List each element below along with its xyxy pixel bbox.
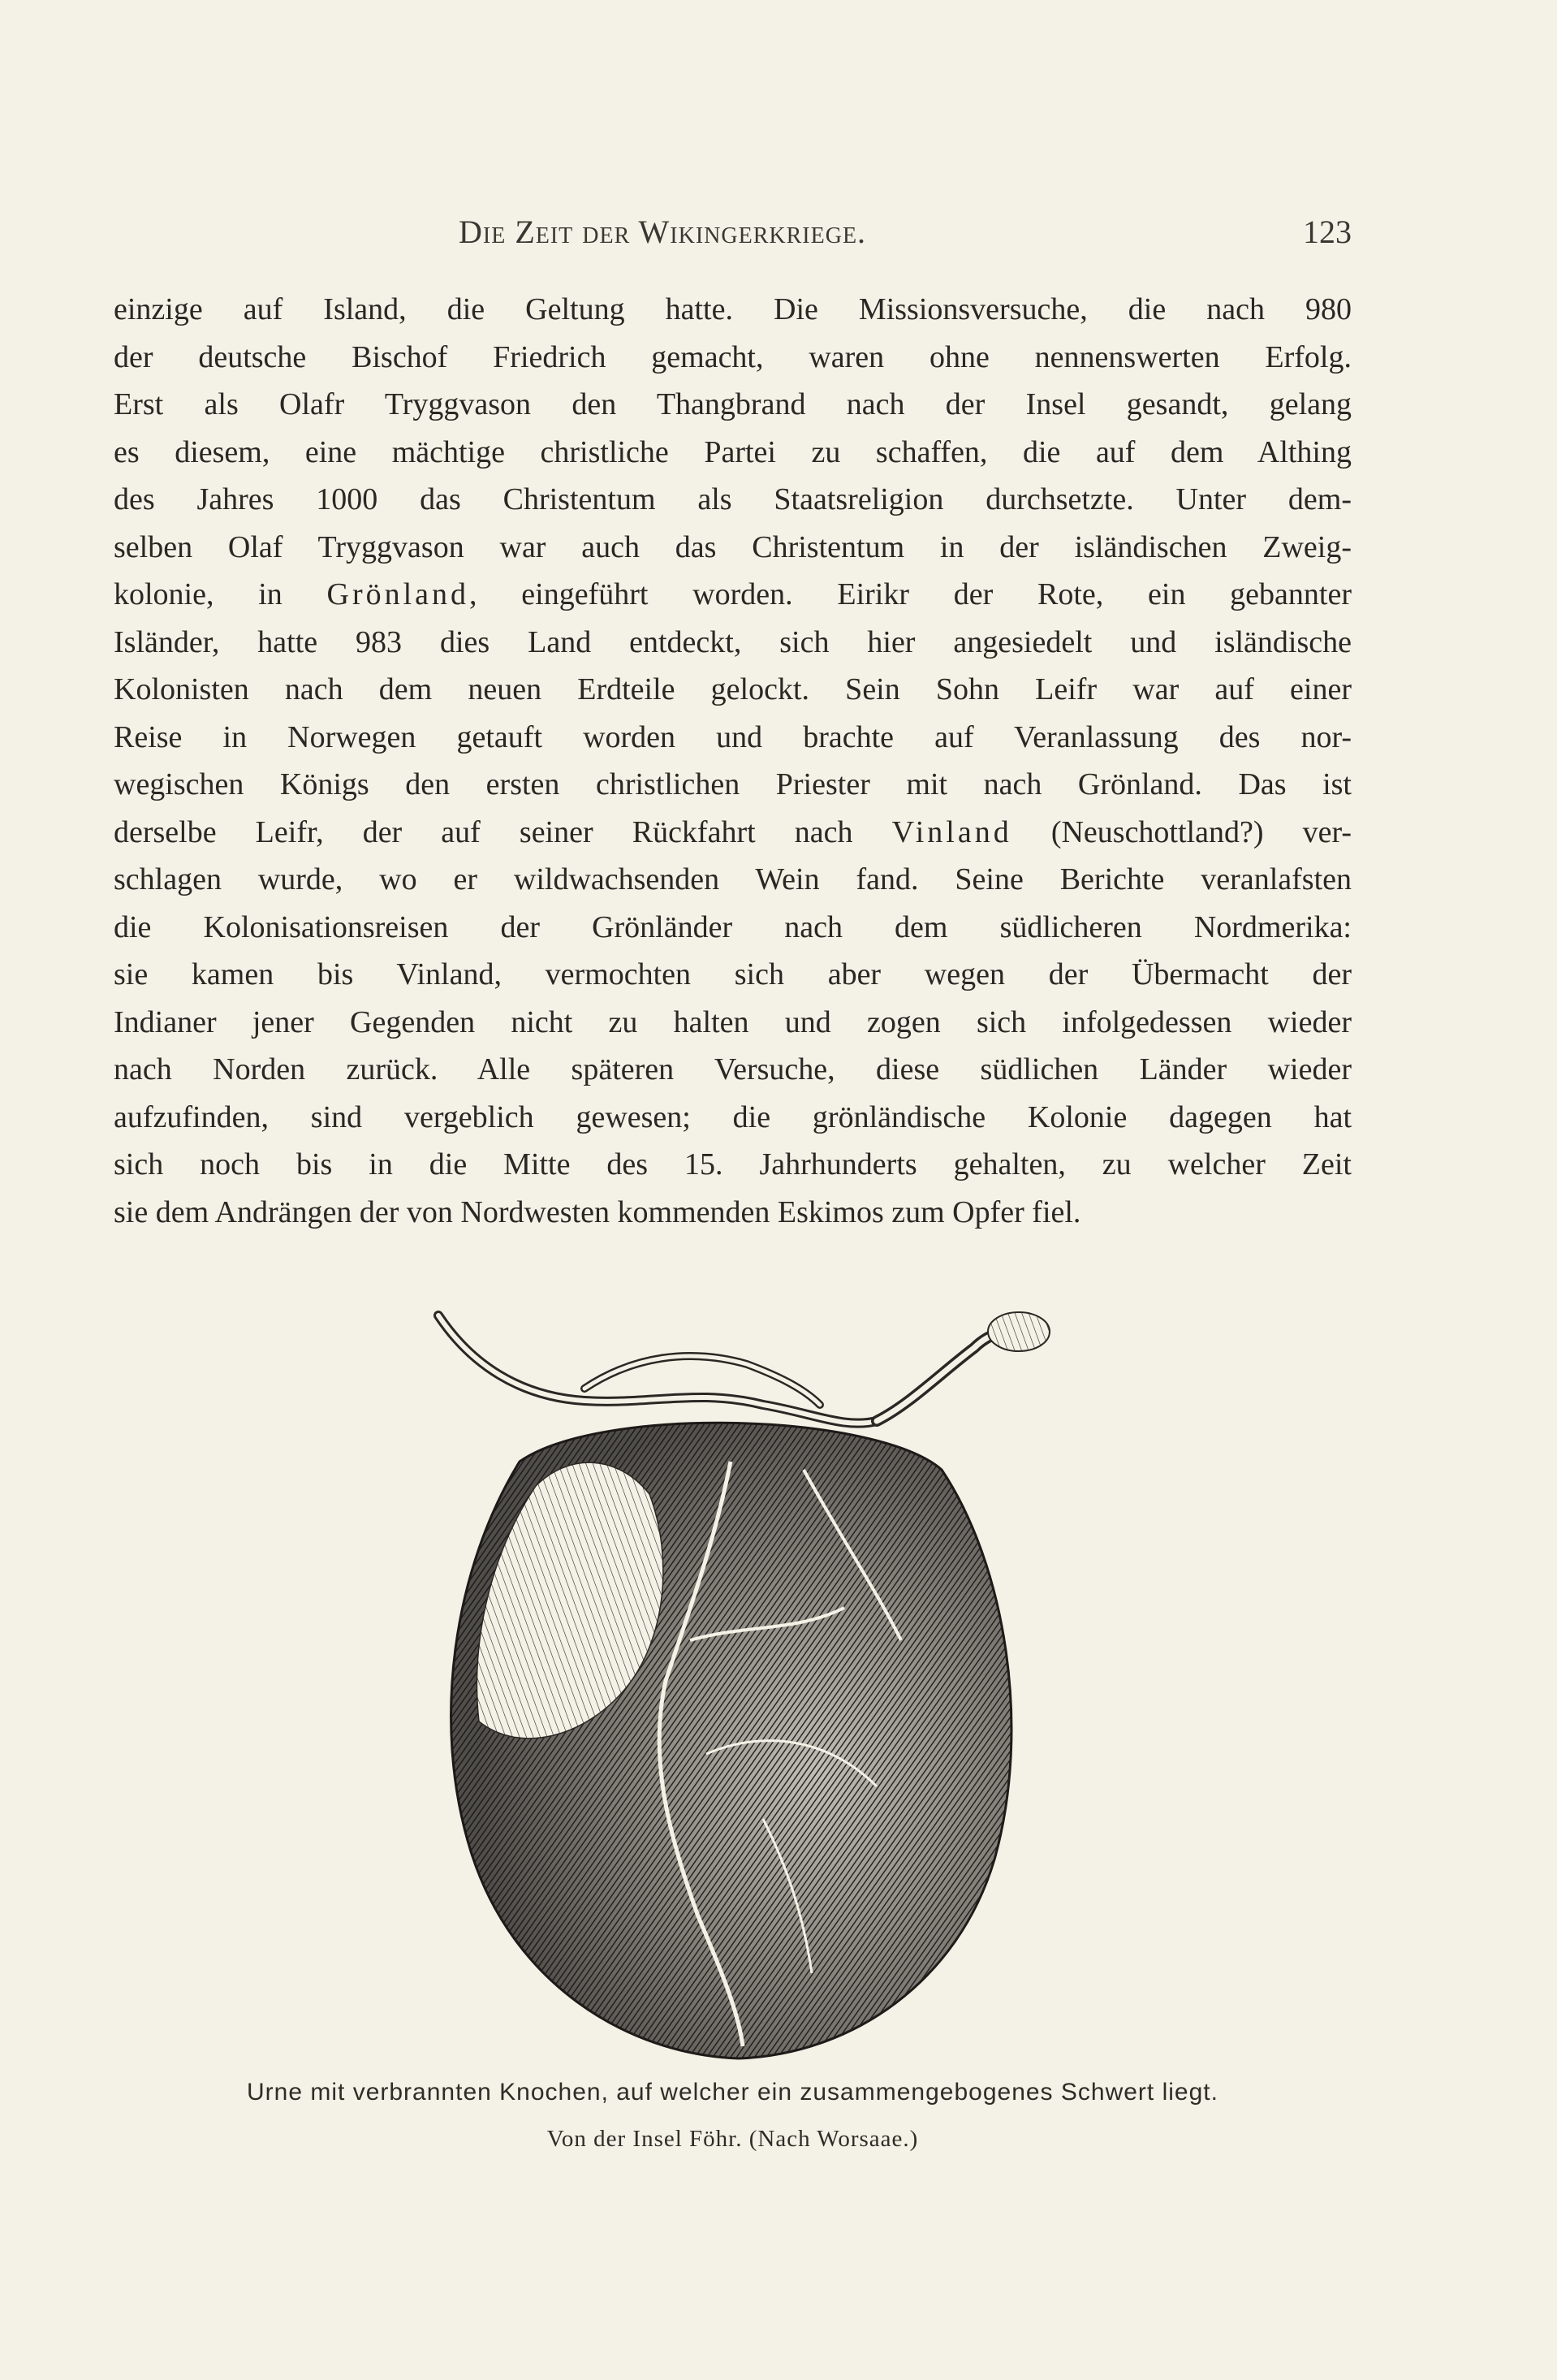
- text-line: Isländer, hatte 983 dies Land entdeckt, sich hier angesiedelt und isländische: [114, 624, 1352, 659]
- urn-figure: [422, 1299, 1055, 2063]
- text-line: schlagen wurde, wo er wildwachsenden Wein fand. Seine Berichte veranlafsten: [114, 862, 1352, 896]
- text-line: Reise in Norwegen getauft worden und brachte auf Veranlassung des nor-: [114, 719, 1352, 754]
- text-line: sie dem Andrängen der von Nordwesten kommenden Eskimos zum Opfer fiel.: [114, 1194, 1081, 1229]
- text-line-part: kolonie, in: [114, 577, 327, 611]
- running-title: Die Zeit der Wikingerkriege.: [459, 214, 867, 250]
- text-line: Kolonisten nach dem neuen Erdteile gelockt. Sein Sohn Leifr war auf einer: [114, 672, 1352, 706]
- text-line-part: , eingeführt worden. Eirikr der Rote, ein gebannter: [469, 577, 1352, 611]
- running-head: [114, 213, 1352, 261]
- spaced-emphasis: Grönland: [326, 577, 470, 611]
- text-line: nach Norden zurück. Alle späteren Versuche, diese südlichen Länder wieder: [114, 1052, 1352, 1086]
- text-line: [114, 809, 1352, 857]
- spaced-emphasis: Vinland: [891, 814, 1012, 849]
- text-line: Erst als Olafr Tryggvason den Thangbrand nach der Insel gesandt, gelang: [114, 387, 1352, 421]
- text-line: Indianer jener Gegenden nicht zu halten und zogen sich infolgedessen wieder: [114, 1004, 1352, 1039]
- text-line-part: (Neuschottland?) ver-: [1011, 814, 1352, 849]
- page-number: 123: [1303, 214, 1352, 250]
- text-line: des Jahres 1000 das Christentum als Staatsreligion durchsetzte. Unter dem-: [114, 482, 1352, 516]
- text-line: der deutsche Bischof Friedrich gemacht, waren ohne nennenswerten Erfolg.: [114, 339, 1352, 374]
- text-line: es diesem, eine mächtige christliche Partei zu schaffen, die auf dem Althing: [114, 434, 1352, 469]
- text-line: aufzufinden, sind vergeblich gewesen; die grönländische Kolonie dagegen hat: [114, 1099, 1352, 1134]
- text-line: sich noch bis in die Mitte des 15. Jahrhunderts gehalten, zu welcher Zeit: [114, 1147, 1352, 1181]
- text-line: einzige auf Island, die Geltung hatte. Die Missionsversuche, die nach 980: [114, 292, 1352, 326]
- figure-source: Von der Insel Föhr. (Nach Worsaae.): [546, 2126, 919, 2152]
- body-text: [114, 286, 1352, 1236]
- text-line: wegischen Königs den ersten christlichen Priester mit nach Grönland. Das ist: [114, 767, 1352, 801]
- text-line: sie kamen bis Vinland, vermochten sich aber wegen der Übermacht der: [114, 957, 1352, 991]
- text-line: [114, 571, 1352, 619]
- text-line: selben Olaf Tryggvason war auch das Christentum in der isländischen Zweig-: [114, 529, 1352, 564]
- text-line-part: derselbe Leifr, der auf seiner Rückfahrt nach: [114, 814, 892, 849]
- urn-with-sword-icon: [422, 1299, 1055, 2063]
- figure-caption: Urne mit verbrannten Knochen, auf welcher ein zusammengebogenes Schwert liegt.: [247, 2079, 1218, 2106]
- text-line: die Kolonisationsreisen der Grönländer nach dem südlicheren Nordmerika:: [114, 909, 1352, 944]
